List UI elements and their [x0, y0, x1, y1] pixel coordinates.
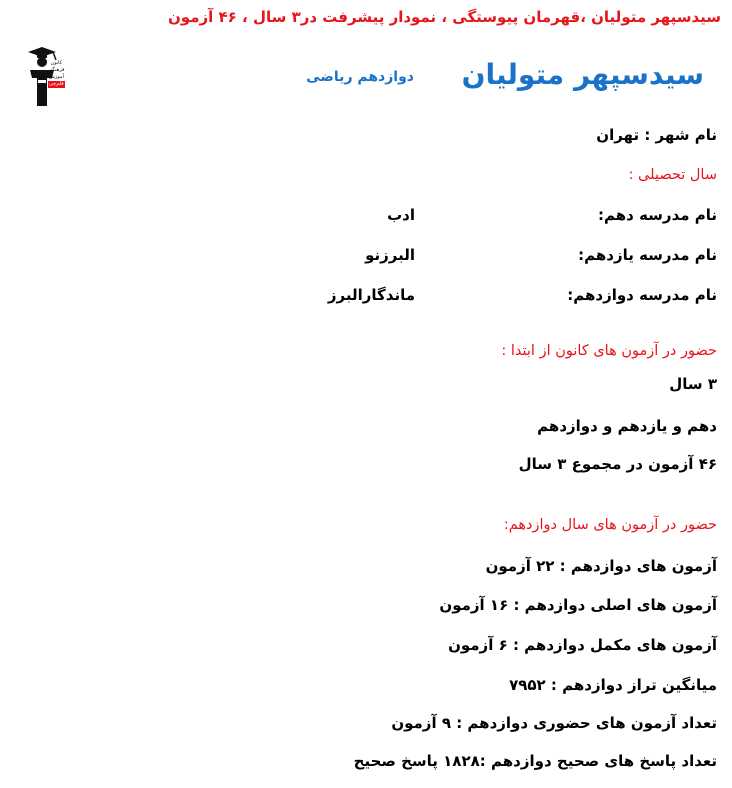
attendance-12-line: آزمون های مکمل دوازدهم : ۶ آزمون: [448, 636, 717, 654]
attendance-12-line: تعداد پاسخ های صحیح دوازدهم :۱۸۲۸ پاسخ صحیح: [353, 752, 717, 770]
attendance-12-heading: حضور در آزمون های سال دوازدهم:: [503, 517, 717, 533]
school-10-label: نام مدرسه دهم:: [598, 206, 717, 224]
logo-text-line: فرهنگی: [48, 67, 65, 73]
page-title: سیدسپهر متولیان ،قهرمان پیوستگی ، نمودار پیشرفت در۳ سال ، ۴۶ آزمون: [168, 8, 721, 26]
student-grade: دوازدهم ریاضی: [306, 69, 414, 85]
school-10-value: ادب: [387, 206, 415, 224]
attendance-12-line: آزمون های دوازدهم : ۲۲ آزمون: [485, 557, 717, 575]
attendance-all-heading: حضور در آزمون های کانون از ابتدا :: [501, 343, 717, 359]
education-heading: سال تحصیلی :: [628, 167, 717, 183]
school-12-value: ماندگارالبرز: [327, 286, 415, 304]
attendance-12-line: آزمون های اصلی دوازدهم : ۱۶ آزمون: [439, 596, 717, 614]
logo-text-line: قلم‌چی: [49, 81, 64, 87]
school-11-label: نام مدرسه یازدهم:: [578, 246, 717, 264]
attendance-all-line: ۴۶ آزمون در مجموع ۳ سال: [518, 455, 717, 473]
city-line: نام شهر : تهران: [596, 126, 717, 144]
kanoon-logo: [22, 46, 68, 108]
attendance-12-line: تعداد آزمون های حضوری دوازدهم : ۹ آزمون: [391, 714, 717, 732]
school-11-value: البرزنو: [365, 246, 415, 264]
attendance-12-line: میانگین تراز دوازدهم : ۷۹۵۲: [509, 676, 717, 694]
school-12-label: نام مدرسه دوازدهم:: [567, 286, 717, 304]
attendance-all-line: ۳ سال: [669, 375, 717, 393]
student-name: سیدسپهر متولیان: [461, 58, 704, 91]
attendance-all-line: دهم و یازدهم و دوازدهم: [537, 417, 717, 435]
logo-text-line: کانون: [50, 60, 63, 66]
logo-text-line: آموزش: [48, 74, 64, 80]
